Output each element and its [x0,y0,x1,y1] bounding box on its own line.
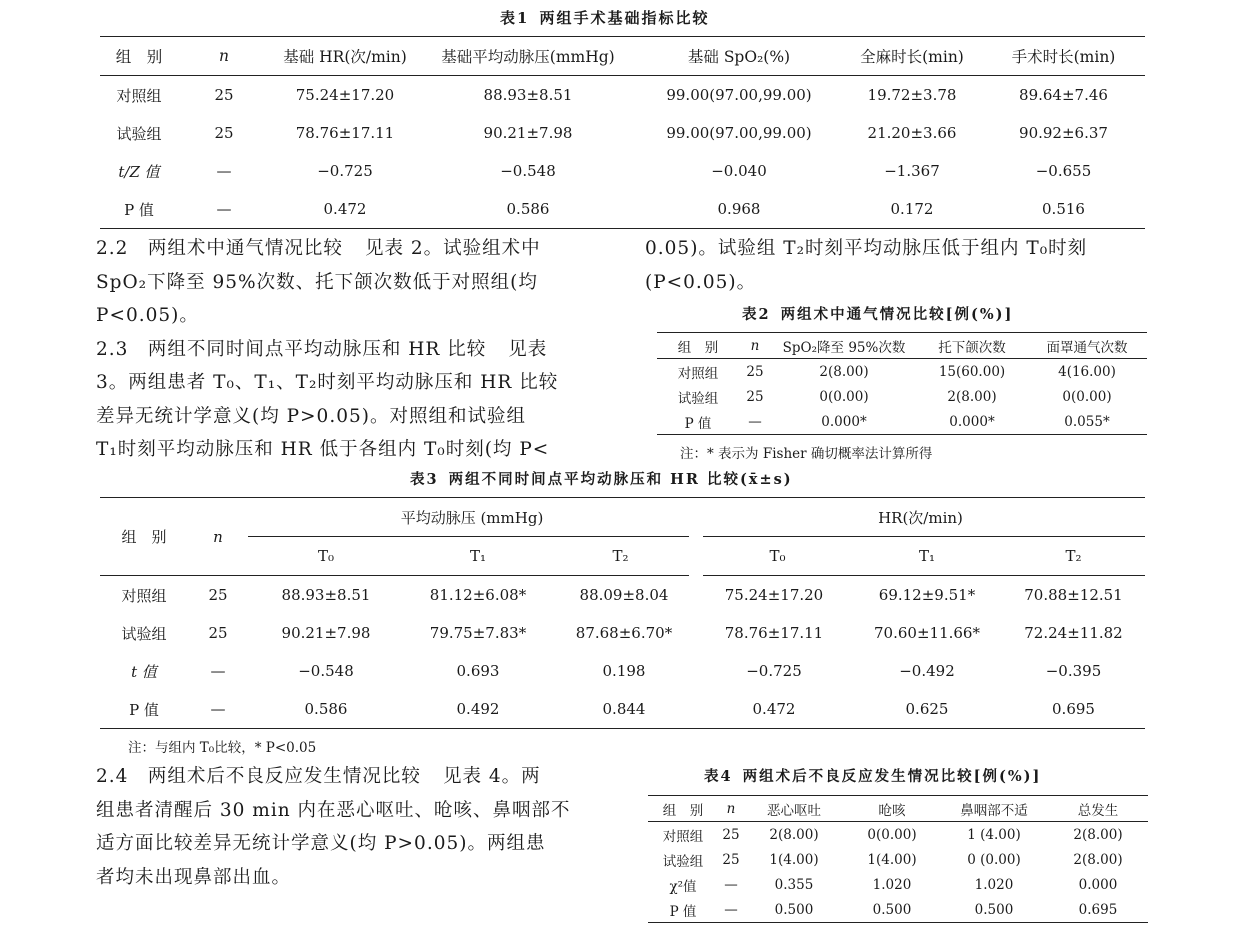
table-cell: χ²值 [669,878,697,895]
table2-caption [742,303,1013,324]
table-cell: −0.548 [500,162,556,180]
table-row [657,409,1147,435]
table-cell: 0.000* [917,409,1027,435]
table-cell: 0(0.00) [867,826,917,843]
table-cell: t/Z 值 [118,162,160,181]
table-cell: 90.92±6.37 [1019,124,1108,142]
table1-header-cell: 基础 HR(次/min) [270,37,420,76]
table2-header-cell: n [739,333,771,359]
table-cell: 21.20±3.66 [867,124,957,142]
table1-header-cell: 基础平均动脉压(mmHg) [420,37,636,76]
table-cell: 0.695 [1048,897,1148,923]
table1-header-cell: 手术时长(min) [982,37,1145,76]
table-cell: 4(16.00) [1058,363,1116,380]
table1-header-cell: 基础 SpO₂(%) [636,37,842,76]
table-cell: 70.60±11.66* [874,624,980,642]
table3-header-cell: 组 别 [100,498,188,576]
table2-label: 表2 [742,306,771,323]
table-cell: 25 [722,851,740,868]
table-row [100,190,1145,229]
table4-header-cell: n [718,796,744,822]
table3-header-cell: HR(次/min) [696,498,1145,537]
table-cell: 0.000* [771,409,917,435]
table2-header-cell: 面罩通气次数 [1027,333,1147,359]
table-cell: 70.88±12.51 [1024,586,1123,604]
table-cell: −0.395 [1045,662,1102,680]
table-cell: P 值 [657,409,739,435]
table-cell: 81.12±6.08* [429,586,527,604]
table-row [657,384,1147,409]
table-cell: −0.725 [317,162,373,180]
table-cell: 1 (4.00) [967,826,1021,843]
table-cell: 对照组 [677,365,719,382]
table-cell: 0.472 [696,690,852,729]
table-cell: 0.500 [940,897,1048,923]
table-cell: 0.500 [744,897,844,923]
table-cell: 0.172 [842,190,982,229]
table-cell: 对照组 [121,586,167,605]
table-cell: 0.968 [636,190,842,229]
table-cell: 1(4.00) [867,851,917,868]
table-cell: 0.055* [1027,409,1147,435]
table1-header-row [100,37,1145,76]
table4-header-cell: 鼻咽部不适 [940,796,1048,822]
table-cell: 19.72±3.78 [867,86,957,104]
table-cell: — [210,662,226,680]
table-cell: 75.24±17.20 [724,586,824,604]
table1 [100,36,1145,229]
table-cell: 0.198 [602,662,646,680]
section-2-3-continued [645,232,1087,299]
section-2-3-line: T₁时刻平均动脉压和 HR 低于各组内 T₀时刻(均 P< [96,439,550,460]
table-cell: −0.492 [899,662,955,680]
table-row [100,114,1145,152]
table-cell: 0.500 [844,897,940,923]
section-2-2-line: SpO₂下降至 95%次数、托下颌次数低于对照组(均 [96,271,538,293]
table-cell: 试验组 [677,390,719,407]
table-cell: 2(8.00) [947,388,997,405]
table-cell: 88.93±8.51 [483,86,573,104]
table-cell: 0.355 [774,876,814,893]
table-cell: 对照组 [116,86,162,105]
table1-title: 两组手术基础指标比较 [539,9,710,27]
table-cell: P 值 [100,690,188,729]
table-cell: 99.00(97.00,99.00) [666,124,812,142]
section-2-2-line: P<0.05)。 [96,305,199,326]
section-2-3-line: 差异无统计学意义(均 P>0.05)。对照组和试验组 [96,405,526,427]
section-2-3-heading: 2.3 两组不同时间点平均动脉压和 HR 比较 [96,338,487,360]
table2-title: 两组术中通气情况比较[例(%)] [780,306,1014,323]
table4-header-cell: 组 别 [648,796,718,822]
table-cell: 0(0.00) [1062,388,1112,405]
section-2-4 [96,760,571,894]
table-cell: 对照组 [662,828,704,845]
table3-header-cell: T₂ [1002,537,1145,576]
table-cell: 2(8.00) [819,363,869,380]
section-2-2-ref: 见表 2。 [364,238,444,259]
table-cell: — [718,897,744,923]
table2-note: 注：* 表示为 Fisher 确切概率法计算所得 [680,446,933,462]
table3-header-cell: T₁ [852,537,1002,576]
table-cell: 0.625 [852,690,1002,729]
table-row [648,897,1148,923]
table1-header-cell: n [178,37,270,76]
table-row [648,822,1148,848]
table-cell: −0.548 [298,662,354,680]
table4-header-cell: 总发生 [1048,796,1148,822]
table-cell: 1.020 [974,876,1014,893]
table-row [100,652,1145,690]
table2-header-cell: SpO₂降至 95%次数 [771,333,917,359]
table-cell: −0.040 [711,162,767,180]
table-cell: 试验组 [116,124,162,143]
table-row [100,690,1145,729]
table3-header-row [100,498,1145,537]
table-cell: — [739,409,771,435]
table-cell: 25 [208,624,228,642]
table-cell: 25 [208,586,228,604]
table3-title: 两组不同时间点平均动脉压和 HR 比较(x̄±s) [448,471,793,488]
table3 [100,497,1145,729]
table-cell: 75.24±17.20 [295,86,395,104]
table-cell: 25 [214,124,234,142]
table3-header-cell: T₀ [248,537,404,576]
section-2-4-line: 适方面比较差异无统计学意义(均 P>0.05)。两组患 [96,833,546,854]
table-cell: 0.472 [270,190,420,229]
table-cell: 99.00(97.00,99.00) [666,86,812,104]
table-cell: 0.000 [1078,876,1118,893]
table1-header-cell: 组 别 [100,37,178,76]
table-cell: 2(8.00) [769,826,819,843]
table2 [657,332,1147,435]
table-row [100,614,1145,652]
table-cell: — [178,190,270,229]
table-row [648,847,1148,872]
table-cell: P 值 [100,190,178,229]
table3-caption [410,468,793,489]
table-cell: 0.586 [420,190,636,229]
section-2-4-line: 组患者清醒后 30 min 内在恶心呕吐、呛咳、鼻咽部不 [96,799,571,821]
table-cell: 90.21±7.98 [483,124,573,142]
table3-subheader-row [100,537,1145,576]
table-cell: −0.655 [1035,162,1092,180]
table4-header-cell: 恶心呕吐 [744,796,844,822]
section-2-3-line [96,333,558,367]
table3-header-cell: n [188,498,248,576]
section-2-3-ref: 见表 [508,338,548,360]
section-2-2-line [96,232,558,266]
table3-header-cell: T₂ [552,537,696,576]
table-cell: 87.68±6.70* [575,624,673,642]
table-cell: 25 [214,86,234,104]
table-cell: 25 [722,826,740,843]
table-cell: 89.64±7.46 [1019,86,1108,104]
table-cell: 69.12±9.51* [878,586,976,604]
table-cell: — [724,876,738,893]
table-cell: — [188,690,248,729]
section-2-4-ref: 见表 4。两 [442,766,541,787]
table-cell: 0.695 [1002,690,1145,729]
table-cell: −1.367 [884,162,940,180]
table-cell: 0.586 [248,690,404,729]
table4-label: 表4 [704,768,733,785]
table2-header-cell: 组 别 [657,333,739,359]
table4-title: 两组术后不良反应发生情况比较[例(%)] [742,768,1042,785]
table-cell: 0.693 [456,662,500,680]
table-cell: 2(8.00) [1073,826,1123,843]
section-2-3-line: 3。两组患者 T₀、T₁、T₂时刻平均动脉压和 HR 比较 [96,372,559,393]
section-2-3-line: (P<0.05)。 [645,271,757,293]
table-row [100,576,1145,615]
table4-caption [704,765,1041,786]
table-cell: 0.492 [404,690,552,729]
table4-header-cell: 呛咳 [844,796,940,822]
table-cell: 0(0.00) [819,388,869,405]
table-cell: 试验组 [662,853,704,870]
table3-note: 注：与组内 T₀比较，* P<0.05 [128,740,317,756]
table-cell: 0.516 [982,190,1145,229]
table-cell: 试验组 [121,624,167,643]
table1-header-cell: 全麻时长(min) [842,37,982,76]
section-2-3-line: 0.05)。试验组 T₂时刻平均动脉压低于组内 T₀时刻 [645,238,1088,259]
table-row [648,872,1148,897]
section-2-4-line [96,760,571,794]
table4-header-row [648,796,1148,822]
section-2-2-text: 试验组术中 [443,238,541,259]
table3-header-cell: T₁ [404,537,552,576]
section-2-2-heading: 2.2 两组术中通气情况比较 [96,238,343,259]
table-row [100,76,1145,115]
table-cell: P 值 [648,897,718,923]
table-cell: 2(8.00) [1073,851,1123,868]
section-2-4-line: 者均未出现鼻部出血。 [96,866,292,888]
table4 [648,795,1148,923]
table-cell: 1.020 [872,876,912,893]
table-cell: 78.76±17.11 [295,124,395,142]
table3-header-cell: 平均动脉压 (mmHg) [248,498,696,537]
table-cell: 90.21±7.98 [281,624,371,642]
section-2-4-heading: 2.4 两组术后不良反应发生情况比较 [96,766,421,787]
table-cell: 72.24±11.82 [1024,624,1123,642]
table-cell: 15(60.00) [938,363,1006,380]
table-cell: 0.844 [552,690,696,729]
table-cell: 25 [746,388,764,405]
table-row [100,152,1145,190]
section-2-2 [96,232,558,467]
table-row [657,359,1147,385]
table2-header-cell: 托下颌次数 [917,333,1027,359]
table3-label: 表3 [410,471,439,488]
table2-header-row [657,333,1147,359]
table3-header-cell: T₀ [696,537,852,576]
table-cell: — [216,162,232,180]
table-cell: 0 (0.00) [967,851,1021,868]
table-cell: 88.93±8.51 [281,586,371,604]
table-cell: 25 [746,363,764,380]
table-cell: −0.725 [746,662,802,680]
table-cell: 79.75±7.83* [429,624,527,642]
table-cell: 78.76±17.11 [724,624,824,642]
table-cell: t 值 [131,662,157,681]
table1-caption [500,7,709,28]
table-cell: 88.09±8.04 [579,586,669,604]
table1-label: 表1 [500,9,530,27]
table-cell: 1(4.00) [769,851,819,868]
